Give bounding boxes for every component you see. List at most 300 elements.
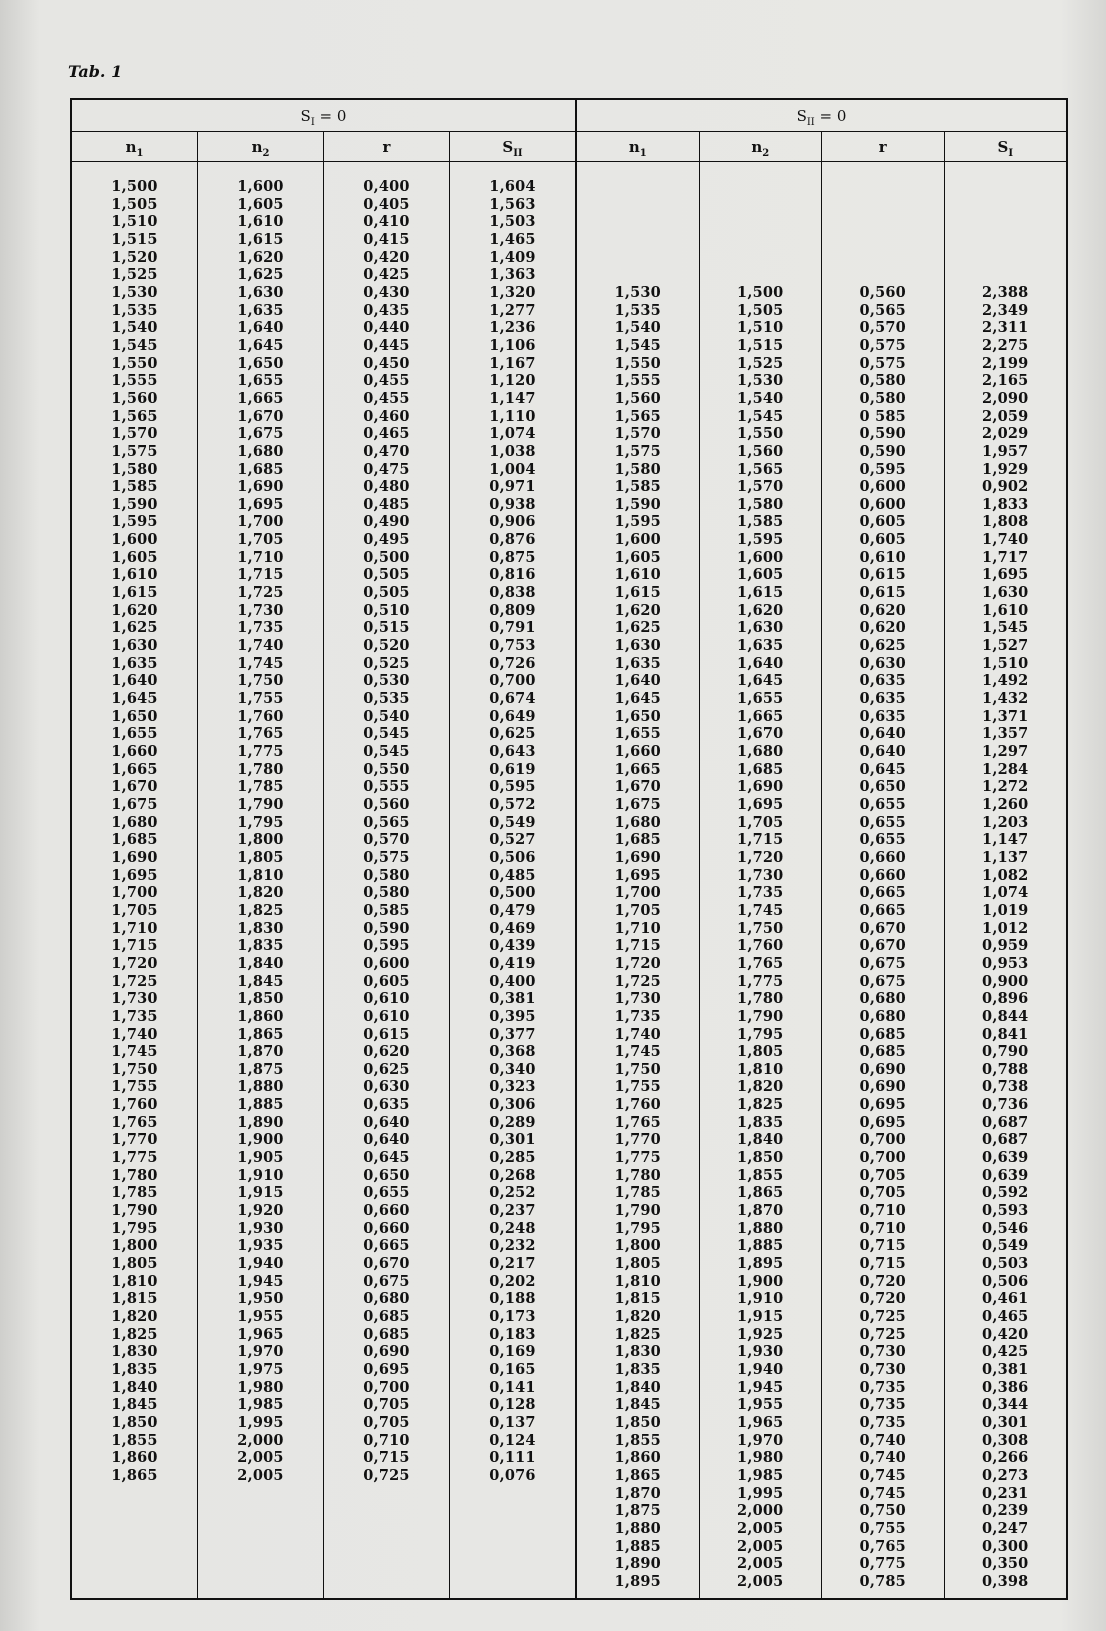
table-cell: 0,844 <box>982 1007 1029 1025</box>
table-cell: 0,938 <box>489 495 536 513</box>
table-cell: 1,595 <box>111 513 158 531</box>
table-cell: 1,585 <box>614 478 661 496</box>
table-cell: 0,615 <box>859 566 906 584</box>
table-cell: 0,695 <box>363 1360 410 1378</box>
table-cell: 0,730 <box>859 1343 906 1361</box>
table-cell: 1,850 <box>614 1413 661 1431</box>
table-cell: 1,980 <box>237 1378 284 1396</box>
table-cell: 1,675 <box>111 795 158 813</box>
table-cell: 1,545 <box>111 336 158 354</box>
column-header: r <box>822 132 944 162</box>
table-cell: 0,791 <box>489 619 536 637</box>
table-cell: 0,750 <box>859 1502 906 1520</box>
group-title-text: $S_I = 0$ <box>300 107 347 128</box>
table-cell: 1,700 <box>237 513 284 531</box>
table-cell: 1,730 <box>614 990 661 1008</box>
table-cell: 0,838 <box>489 584 536 602</box>
table-cell: 1,660 <box>111 743 158 760</box>
table-cell: 1,610 <box>614 566 661 584</box>
table-cell: 1,409 <box>489 248 536 266</box>
table-cell: 1,835 <box>614 1360 661 1378</box>
table-cell: 0,665 <box>363 1237 410 1255</box>
table-cell: 0,670 <box>859 919 906 937</box>
table-cell: 1,670 <box>614 778 661 796</box>
table-group-sii-zero <box>577 100 1066 1598</box>
table-cell: 1,790 <box>614 1202 661 1220</box>
table-cell: 0,440 <box>363 319 410 337</box>
table-cell: 1,465 <box>489 230 536 248</box>
table-cell: 1,780 <box>237 760 284 778</box>
table-cell: 1,510 <box>982 654 1029 672</box>
table-cell: 1,260 <box>982 795 1029 813</box>
table-cell: 0,503 <box>982 1255 1029 1273</box>
column-values <box>700 162 822 1591</box>
table-cell: 1,825 <box>111 1325 158 1343</box>
table-cell: 0,381 <box>982 1360 1029 1378</box>
table-cell: 0,435 <box>363 301 410 319</box>
table-cell: 0,368 <box>489 1043 536 1061</box>
table-cell: 1,885 <box>237 1096 284 1114</box>
table-cell: 1,750 <box>237 672 284 690</box>
table-cell: 0,675 <box>859 954 906 972</box>
table-cell: 1,725 <box>111 972 158 990</box>
table-cell: 0,736 <box>982 1096 1029 1114</box>
table-cell: 1,640 <box>614 672 661 690</box>
table-cell: 1,900 <box>237 1131 284 1149</box>
table-cell: 0,687 <box>982 1131 1029 1149</box>
table-cell: 0,595 <box>363 937 410 955</box>
table-cell: 1,540 <box>111 319 158 337</box>
table-cell: 0,896 <box>982 990 1029 1008</box>
table-cell: 1,915 <box>737 1308 784 1325</box>
table-cell: 0,420 <box>982 1325 1029 1343</box>
table-cell: 0,643 <box>489 743 536 760</box>
table-cell: 2,005 <box>737 1572 784 1590</box>
table-cell: 1,605 <box>614 548 661 566</box>
table-cell: 1,910 <box>737 1290 784 1308</box>
table-cell: 1,833 <box>982 495 1029 513</box>
table-cell: 1,865 <box>237 1025 284 1043</box>
column-header: r <box>324 132 449 162</box>
table-cell: 1,650 <box>237 354 284 372</box>
table-cell: 1,795 <box>111 1219 158 1237</box>
table-cell: 1,700 <box>614 884 661 902</box>
table-cell: 1,640 <box>111 672 158 690</box>
table-cell: 0,600 <box>859 495 906 513</box>
table-cell: 0,111 <box>489 1449 536 1467</box>
table-cell: 1,615 <box>614 584 661 602</box>
table-cell: 1,740 <box>982 531 1029 549</box>
table-cell: 1,600 <box>614 531 661 549</box>
table-cell: 1,915 <box>237 1184 284 1202</box>
table-cell: 0,665 <box>859 884 906 902</box>
table-cell: 0,755 <box>859 1519 906 1537</box>
table-cell: 1,880 <box>237 1078 284 1096</box>
table-cell: 1,815 <box>614 1290 661 1308</box>
table-cell: 1,730 <box>111 990 158 1008</box>
table-cell: 0,725 <box>859 1325 906 1343</box>
table-cell: 1,920 <box>237 1202 284 1220</box>
table-cell: 0,550 <box>363 760 410 778</box>
table-cell: 0,202 <box>489 1272 536 1290</box>
table-cell: 1,855 <box>111 1431 158 1449</box>
table-cell: 0,183 <box>489 1325 536 1343</box>
table-cell: 1,830 <box>237 919 284 937</box>
table-cell: 0,959 <box>982 937 1029 955</box>
table-cell: 1,860 <box>614 1449 661 1467</box>
table-cell: 0,344 <box>982 1396 1029 1414</box>
table-cell: 0,765 <box>859 1537 906 1555</box>
table-cell: 0,505 <box>363 566 410 584</box>
table-cell: 1,855 <box>737 1166 784 1184</box>
table-cell: 1,820 <box>237 884 284 902</box>
table-cell: 1,555 <box>614 372 661 390</box>
table-cell: 0,665 <box>859 901 906 919</box>
table-cell: 0,615 <box>859 584 906 602</box>
table-cell: 0,809 <box>489 601 536 619</box>
table-cell: 1,720 <box>614 954 661 972</box>
table-cell: 1,785 <box>237 778 284 796</box>
table-cell: 1,995 <box>737 1484 784 1502</box>
table-cell: 0,620 <box>859 601 906 619</box>
table-cell: 2,029 <box>982 425 1029 443</box>
table-cell: 0,555 <box>363 778 410 796</box>
table-cell: 0,490 <box>363 513 410 531</box>
column-r <box>821 132 944 1598</box>
table-cell: 1,670 <box>737 725 784 743</box>
table-cell: 1,780 <box>111 1166 158 1184</box>
table-cell: 0,395 <box>489 1007 536 1025</box>
table-cell: 0,306 <box>489 1096 536 1114</box>
table-cell: 0,695 <box>859 1096 906 1114</box>
table-cell: 1,810 <box>737 1060 784 1078</box>
column-values <box>324 162 449 1485</box>
table-cell: 1,725 <box>237 584 284 602</box>
table-cell: 1,665 <box>737 707 784 725</box>
table-cell: 0,289 <box>489 1113 536 1131</box>
column-header: $n_2$ <box>700 132 822 162</box>
table-cell: 0,700 <box>859 1149 906 1167</box>
table-cell: 1,835 <box>737 1113 784 1131</box>
table-cell: 0 585 <box>859 407 906 425</box>
table-cell: 1,605 <box>111 548 158 566</box>
table-cell: 0,700 <box>489 672 536 690</box>
column-n1 <box>577 132 699 1598</box>
table-cell: 2,005 <box>237 1449 284 1467</box>
table-cell: 1,780 <box>737 990 784 1008</box>
table-cell: 1,825 <box>237 901 284 919</box>
table-cell: 1,505 <box>737 301 784 319</box>
table-cell: 1,615 <box>111 584 158 602</box>
table-cell: 1,810 <box>111 1272 158 1290</box>
table-cell: 0,720 <box>859 1290 906 1308</box>
table-cell: 1,815 <box>111 1290 158 1308</box>
table-cell: 0,268 <box>489 1166 536 1184</box>
table-cell: 1,675 <box>237 425 284 443</box>
table-cell: 2,005 <box>737 1537 784 1555</box>
table-cell: 1,604 <box>489 178 536 195</box>
table-cell: 1,795 <box>237 813 284 831</box>
table-cell: 1,620 <box>111 601 158 619</box>
table-cell: 1,645 <box>111 690 158 708</box>
table-cell: 1,705 <box>614 901 661 919</box>
table-cell: 0,400 <box>489 972 536 990</box>
table-cell: 0,231 <box>982 1484 1029 1502</box>
column-sii <box>449 132 575 1598</box>
table-cell: 0,753 <box>489 637 536 655</box>
table-cell: 2,349 <box>982 301 1029 319</box>
table-cell: 1,995 <box>237 1413 284 1431</box>
table-cell: 1,645 <box>614 690 661 708</box>
table-cell: 0,635 <box>859 690 906 708</box>
table-cell: 0,252 <box>489 1184 536 1202</box>
table-cell: 1,492 <box>982 672 1029 690</box>
table-cell: 1,735 <box>737 884 784 902</box>
table-cell: 1,805 <box>111 1255 158 1273</box>
table-cell: 0,738 <box>982 1078 1029 1096</box>
table-cell: 0,740 <box>859 1449 906 1467</box>
table-cell: 1,535 <box>111 301 158 319</box>
table-cell: 1,106 <box>489 336 536 354</box>
table-cell: 1,527 <box>982 637 1029 655</box>
table-cell: 1,670 <box>237 407 284 425</box>
table-cell: 1,019 <box>982 901 1029 919</box>
table-cell: 1,825 <box>614 1325 661 1343</box>
table-cell: 0,400 <box>363 178 410 195</box>
table-cell: 0,520 <box>363 637 410 655</box>
table-cell: 0,560 <box>859 283 906 301</box>
table-cell: 1,110 <box>489 407 536 425</box>
table-cell: 0,247 <box>982 1519 1029 1537</box>
table-cell: 1,635 <box>111 654 158 672</box>
table-cell: 0,695 <box>859 1113 906 1131</box>
table-cell: 1,685 <box>737 760 784 778</box>
table-cell: 1,820 <box>111 1308 158 1325</box>
table-cell: 1,680 <box>237 442 284 460</box>
table-cell: 1,745 <box>111 1043 158 1061</box>
table-cell: 0,690 <box>859 1078 906 1096</box>
table-cell: 1,545 <box>982 619 1029 637</box>
table-cell: 0,730 <box>859 1360 906 1378</box>
table-cell: 0,470 <box>363 442 410 460</box>
column-values <box>577 162 699 1591</box>
table-cell: 0,900 <box>982 972 1029 990</box>
table-label: Tab. 1 <box>68 62 123 81</box>
table-cell: 1,525 <box>111 266 158 284</box>
table-cell: 1,985 <box>737 1466 784 1484</box>
table-cell: 1,890 <box>237 1113 284 1131</box>
table-cell: 1,955 <box>737 1396 784 1414</box>
table-cell: 1,875 <box>614 1502 661 1520</box>
table-cell: 0,248 <box>489 1219 536 1237</box>
table-cell: 1,760 <box>614 1096 661 1114</box>
table-cell: 1,680 <box>614 813 661 831</box>
table-cell: 0,685 <box>363 1308 410 1325</box>
table-cell: 1,790 <box>737 1007 784 1025</box>
column-values <box>822 162 944 1591</box>
table-cell: 0,340 <box>489 1060 536 1078</box>
table-cell: 0,570 <box>363 831 410 849</box>
table-cell: 1,655 <box>737 690 784 708</box>
table-cell: 0,655 <box>363 1184 410 1202</box>
table-cell: 1,925 <box>737 1325 784 1343</box>
table-cell: 1,830 <box>614 1343 661 1361</box>
table-cell: 1,357 <box>982 725 1029 743</box>
table-cell: 1,525 <box>737 354 784 372</box>
table-cell: 1,630 <box>237 283 284 301</box>
table-cell: 0,816 <box>489 566 536 584</box>
table-cell: 0,439 <box>489 937 536 955</box>
table-cell: 0,640 <box>859 725 906 743</box>
table-cell: 1,580 <box>111 460 158 478</box>
table-cell: 1,505 <box>111 195 158 213</box>
table-cell: 0,381 <box>489 990 536 1008</box>
table-cell: 1,432 <box>982 690 1029 708</box>
table-cell: 0,875 <box>489 548 536 566</box>
table-cell: 0,625 <box>489 725 536 743</box>
table-cell: 0,735 <box>859 1396 906 1414</box>
table-cell: 1,560 <box>614 389 661 407</box>
table-cell: 0,565 <box>363 813 410 831</box>
table-cell: 1,555 <box>111 372 158 390</box>
table-cell: 1,625 <box>111 619 158 637</box>
table-cell: 0,680 <box>859 1007 906 1025</box>
table-cell: 1,790 <box>237 795 284 813</box>
table-cell: 0,745 <box>859 1466 906 1484</box>
table-cell: 0,460 <box>363 407 410 425</box>
table-cell: 1,570 <box>111 425 158 443</box>
table-cell: 1,810 <box>237 866 284 884</box>
table-cell: 1,503 <box>489 213 536 231</box>
table-cell: 0,640 <box>363 1131 410 1149</box>
table-cell: 0,710 <box>859 1202 906 1220</box>
table-cell: 0,775 <box>859 1555 906 1573</box>
table-cell: 0,301 <box>489 1131 536 1149</box>
table-cell: 1,800 <box>111 1237 158 1255</box>
table-cell: 0,308 <box>982 1431 1029 1449</box>
table-cell: 0,625 <box>363 1060 410 1078</box>
table-cell: 1,740 <box>111 1025 158 1043</box>
table-cell: 0,506 <box>489 848 536 866</box>
table-cell: 0,377 <box>489 1025 536 1043</box>
data-table <box>70 98 1068 1600</box>
table-cell: 1,830 <box>111 1343 158 1361</box>
table-cell: 1,277 <box>489 301 536 319</box>
table-cell: 1,680 <box>111 813 158 831</box>
column-header: $n_2$ <box>198 132 323 162</box>
table-cell: 1,885 <box>737 1237 784 1255</box>
column-n1 <box>72 132 197 1598</box>
table-cell: 1,845 <box>614 1396 661 1414</box>
table-cell: 1,895 <box>737 1255 784 1273</box>
table-cell: 1,805 <box>737 1043 784 1061</box>
table-cell: 0,640 <box>363 1113 410 1131</box>
table-cell: 1,690 <box>111 848 158 866</box>
table-cell: 0,619 <box>489 760 536 778</box>
table-cell: 1,695 <box>614 866 661 884</box>
table-cell: 1,600 <box>237 178 284 195</box>
table-cell: 1,940 <box>237 1255 284 1273</box>
table-cell: 0,485 <box>489 866 536 884</box>
table-cell: 1,835 <box>111 1360 158 1378</box>
table-cell: 1,795 <box>737 1025 784 1043</box>
column-header: $S_I$ <box>945 132 1067 162</box>
table-cell: 1,371 <box>982 707 1029 725</box>
table-cell: 0,350 <box>982 1555 1029 1573</box>
table-cell: 0,124 <box>489 1431 536 1449</box>
table-cell: 0,592 <box>982 1184 1029 1202</box>
table-cell: 1,565 <box>737 460 784 478</box>
table-cell: 0,590 <box>859 442 906 460</box>
table-cell: 1,860 <box>111 1449 158 1467</box>
table-cell: 1,665 <box>614 760 661 778</box>
table-cell: 0,515 <box>363 619 410 637</box>
table-cell: 1,875 <box>237 1060 284 1078</box>
table-cell: 1,715 <box>237 566 284 584</box>
table-cell: 1,620 <box>614 601 661 619</box>
table-cell: 1,890 <box>614 1555 661 1573</box>
table-cell: 1,685 <box>614 831 661 849</box>
table-cell: 0,545 <box>363 743 410 760</box>
table-cell: 0,710 <box>363 1431 410 1449</box>
table-cell: 1,765 <box>737 954 784 972</box>
table-cell: 0,455 <box>363 389 410 407</box>
table-cell: 1,363 <box>489 266 536 284</box>
table-cell: 0,405 <box>363 195 410 213</box>
table-cell: 0,572 <box>489 795 536 813</box>
table-cell: 1,717 <box>982 548 1029 566</box>
table-cell: 0,595 <box>489 778 536 796</box>
table-cell: 0,645 <box>363 1149 410 1167</box>
table-cell: 1,810 <box>614 1272 661 1290</box>
table-cell: 0,620 <box>859 619 906 637</box>
table-cell: 0,610 <box>363 990 410 1008</box>
table-cell: 1,880 <box>614 1519 661 1537</box>
table-cell: 1,860 <box>237 1007 284 1025</box>
table-cell: 0,655 <box>859 795 906 813</box>
table-cell: 1,805 <box>614 1255 661 1273</box>
table-cell: 0,549 <box>982 1237 1029 1255</box>
table-cell: 0,685 <box>859 1043 906 1061</box>
table-cell: 1,074 <box>489 425 536 443</box>
table-cell: 0,675 <box>859 972 906 990</box>
table-cell: 1,570 <box>737 478 784 496</box>
table-cell: 0,785 <box>859 1572 906 1590</box>
table-cell: 2,311 <box>982 319 1029 337</box>
table-cell: 1,650 <box>614 707 661 725</box>
table-cell: 0,639 <box>982 1149 1029 1167</box>
table-cell: 0,640 <box>859 743 906 760</box>
table-cell: 1,147 <box>982 831 1029 849</box>
table-cell: 1,775 <box>737 972 784 990</box>
group-columns <box>72 132 575 1598</box>
table-cell: 0,465 <box>982 1308 1029 1325</box>
table-cell: 1,750 <box>614 1060 661 1078</box>
table-cell: 0,410 <box>363 213 410 231</box>
table-cell: 1,690 <box>237 478 284 496</box>
table-cell: 1,082 <box>982 866 1029 884</box>
table-cell: 0,705 <box>859 1166 906 1184</box>
table-cell: 1,870 <box>737 1202 784 1220</box>
table-cell: 1,284 <box>982 760 1029 778</box>
table-cell: 0,735 <box>859 1378 906 1396</box>
table-cell: 0,420 <box>363 248 410 266</box>
table-cell: 1,645 <box>737 672 784 690</box>
table-cell: 1,655 <box>614 725 661 743</box>
table-cell: 1,715 <box>737 831 784 849</box>
table-cell: 0,217 <box>489 1255 536 1273</box>
table-cell: 0,076 <box>489 1466 536 1484</box>
